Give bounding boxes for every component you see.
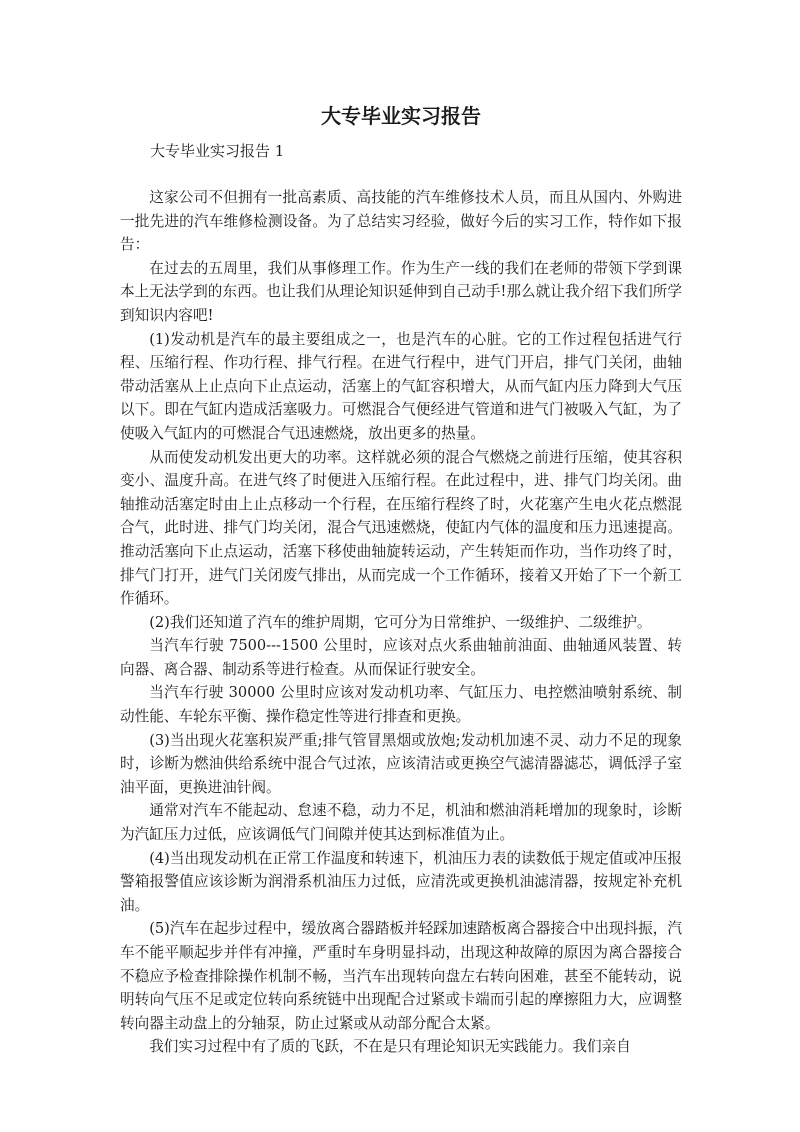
paragraph: 这家公司不但拥有一批高素质、高技能的汽车维修技术人员，而且从国内、外购进一批先进的汽车维修检测设备。为了总结实习经验，做好今后的实习工作，特作如下报告： [120, 189, 682, 254]
paragraph: (1)发动机是汽车的最主要组成之一，也是汽车的心脏。它的工作过程包括进气行程、压缩行程、作功行程、排气行程。在进气行程中，进气门开启，排气门关闭，曲轴带动活塞从上止点向下止点运动，活塞上的气缸容积增大，从而气缸内压力降到大气压以下。即在气缸内造成活塞吸力。可燃混合气便经进气管道和进气门被吸入气缸，为了使吸入气缸内的可燃混合气迅速燃烧，放出更多的热量。 [120, 330, 682, 442]
document-subtitle: 大专毕业实习报告 1 [150, 142, 285, 160]
paragraph: (5)汽车在起步过程中，缓放离合器踏板并轻踩加速踏板离合器接合中出现抖振，汽车不能平顺起步并伴有冲撞，严重时车身明显抖动，出现这种故障的原因为离合器接合不稳应予检查排除操作机制不畅，当汽车出现转向盘左右转向困难，甚至不能转动，说明转向气压不足或定位转向系统链中出现配合过紧或卡端而引起的摩擦阻力大，应调整转向器主动盘上的分轴泵，防止过紧或从动部分配合太紧。 [120, 920, 682, 1032]
paragraph: (4)当出现发动机在正常工作温度和转速下，机油压力表的读数低于规定值或冲压报警箱报警值应该诊断为润滑系机油压力过低，应清洗或更换机油滤清器，按规定补充机油。 [120, 849, 682, 914]
document-title: 大专毕业实习报告 [321, 104, 481, 128]
paragraph: 在过去的五周里，我们从事修理工作。作为生产一线的我们在老师的带领下学到课本上无法学到的东西。也让我们从理论知识延伸到自己动手!那么就让我介绍下我们所学到知识内容吧! [120, 259, 682, 324]
paragraph: 从而使发动机发出更大的功率。这样就必须的混合气燃烧之前进行压缩，使其容积变小、温度升高。在进气终了时便进入压缩行程。在此过程中，进、排气门均关闭。曲轴推动活塞定时由上止点移动一个行程，在压缩行程终了时，火花塞产生电火花点燃混合气，此时进、排气门均关闭，混合气迅速燃烧，使缸内气体的温度和压力迅速提高。推动活塞向下止点运动，活塞下移使曲轴旋转运动，产生转矩而作功，当作功终了时，排气门打开，进气门关闭废气排出，从而完成一个工作循环，接着又开始了下一个新工作循环。 [120, 448, 682, 608]
paragraph: (2)我们还知道了汽车的维护周期，它可分为日常维护、一级维护、二级维护。 [149, 613, 652, 631]
paragraph: (3)当出现火花塞积炭严重;排气管冒黑烟或放炮;发动机加速不灵、动力不足的现象时，诊断为燃油供给系统中混合气过浓，应该清洁或更换空气滤清器滤芯，调低浮子室油平面，更换进油针阀。 [120, 731, 682, 796]
paragraph: 通常对汽车不能起动、怠速不稳，动力不足，机油和燃油消耗增加的现象时，诊断为汽缸压力过低，应该调低气门间隙并使其达到标准值为止。 [120, 802, 682, 844]
paragraph: 当汽车行驶 30000 公里时应该对发动机功率、气缸压力、电控燃油喷射系统、制动性能、车轮东平衡、操作稳定性等进行排查和更换。 [120, 684, 682, 726]
paragraph: 我们实习过程中有了质的飞跃，不在是只有理论知识无实践能力。我们亲自 [149, 1038, 631, 1056]
paragraph: 当汽车行驶 7500---1500 公里时，应该对点火系曲轴前油面、曲轴通风装置、转向器、离合器、制动系等进行检查。从而保证行驶安全。 [120, 637, 682, 678]
